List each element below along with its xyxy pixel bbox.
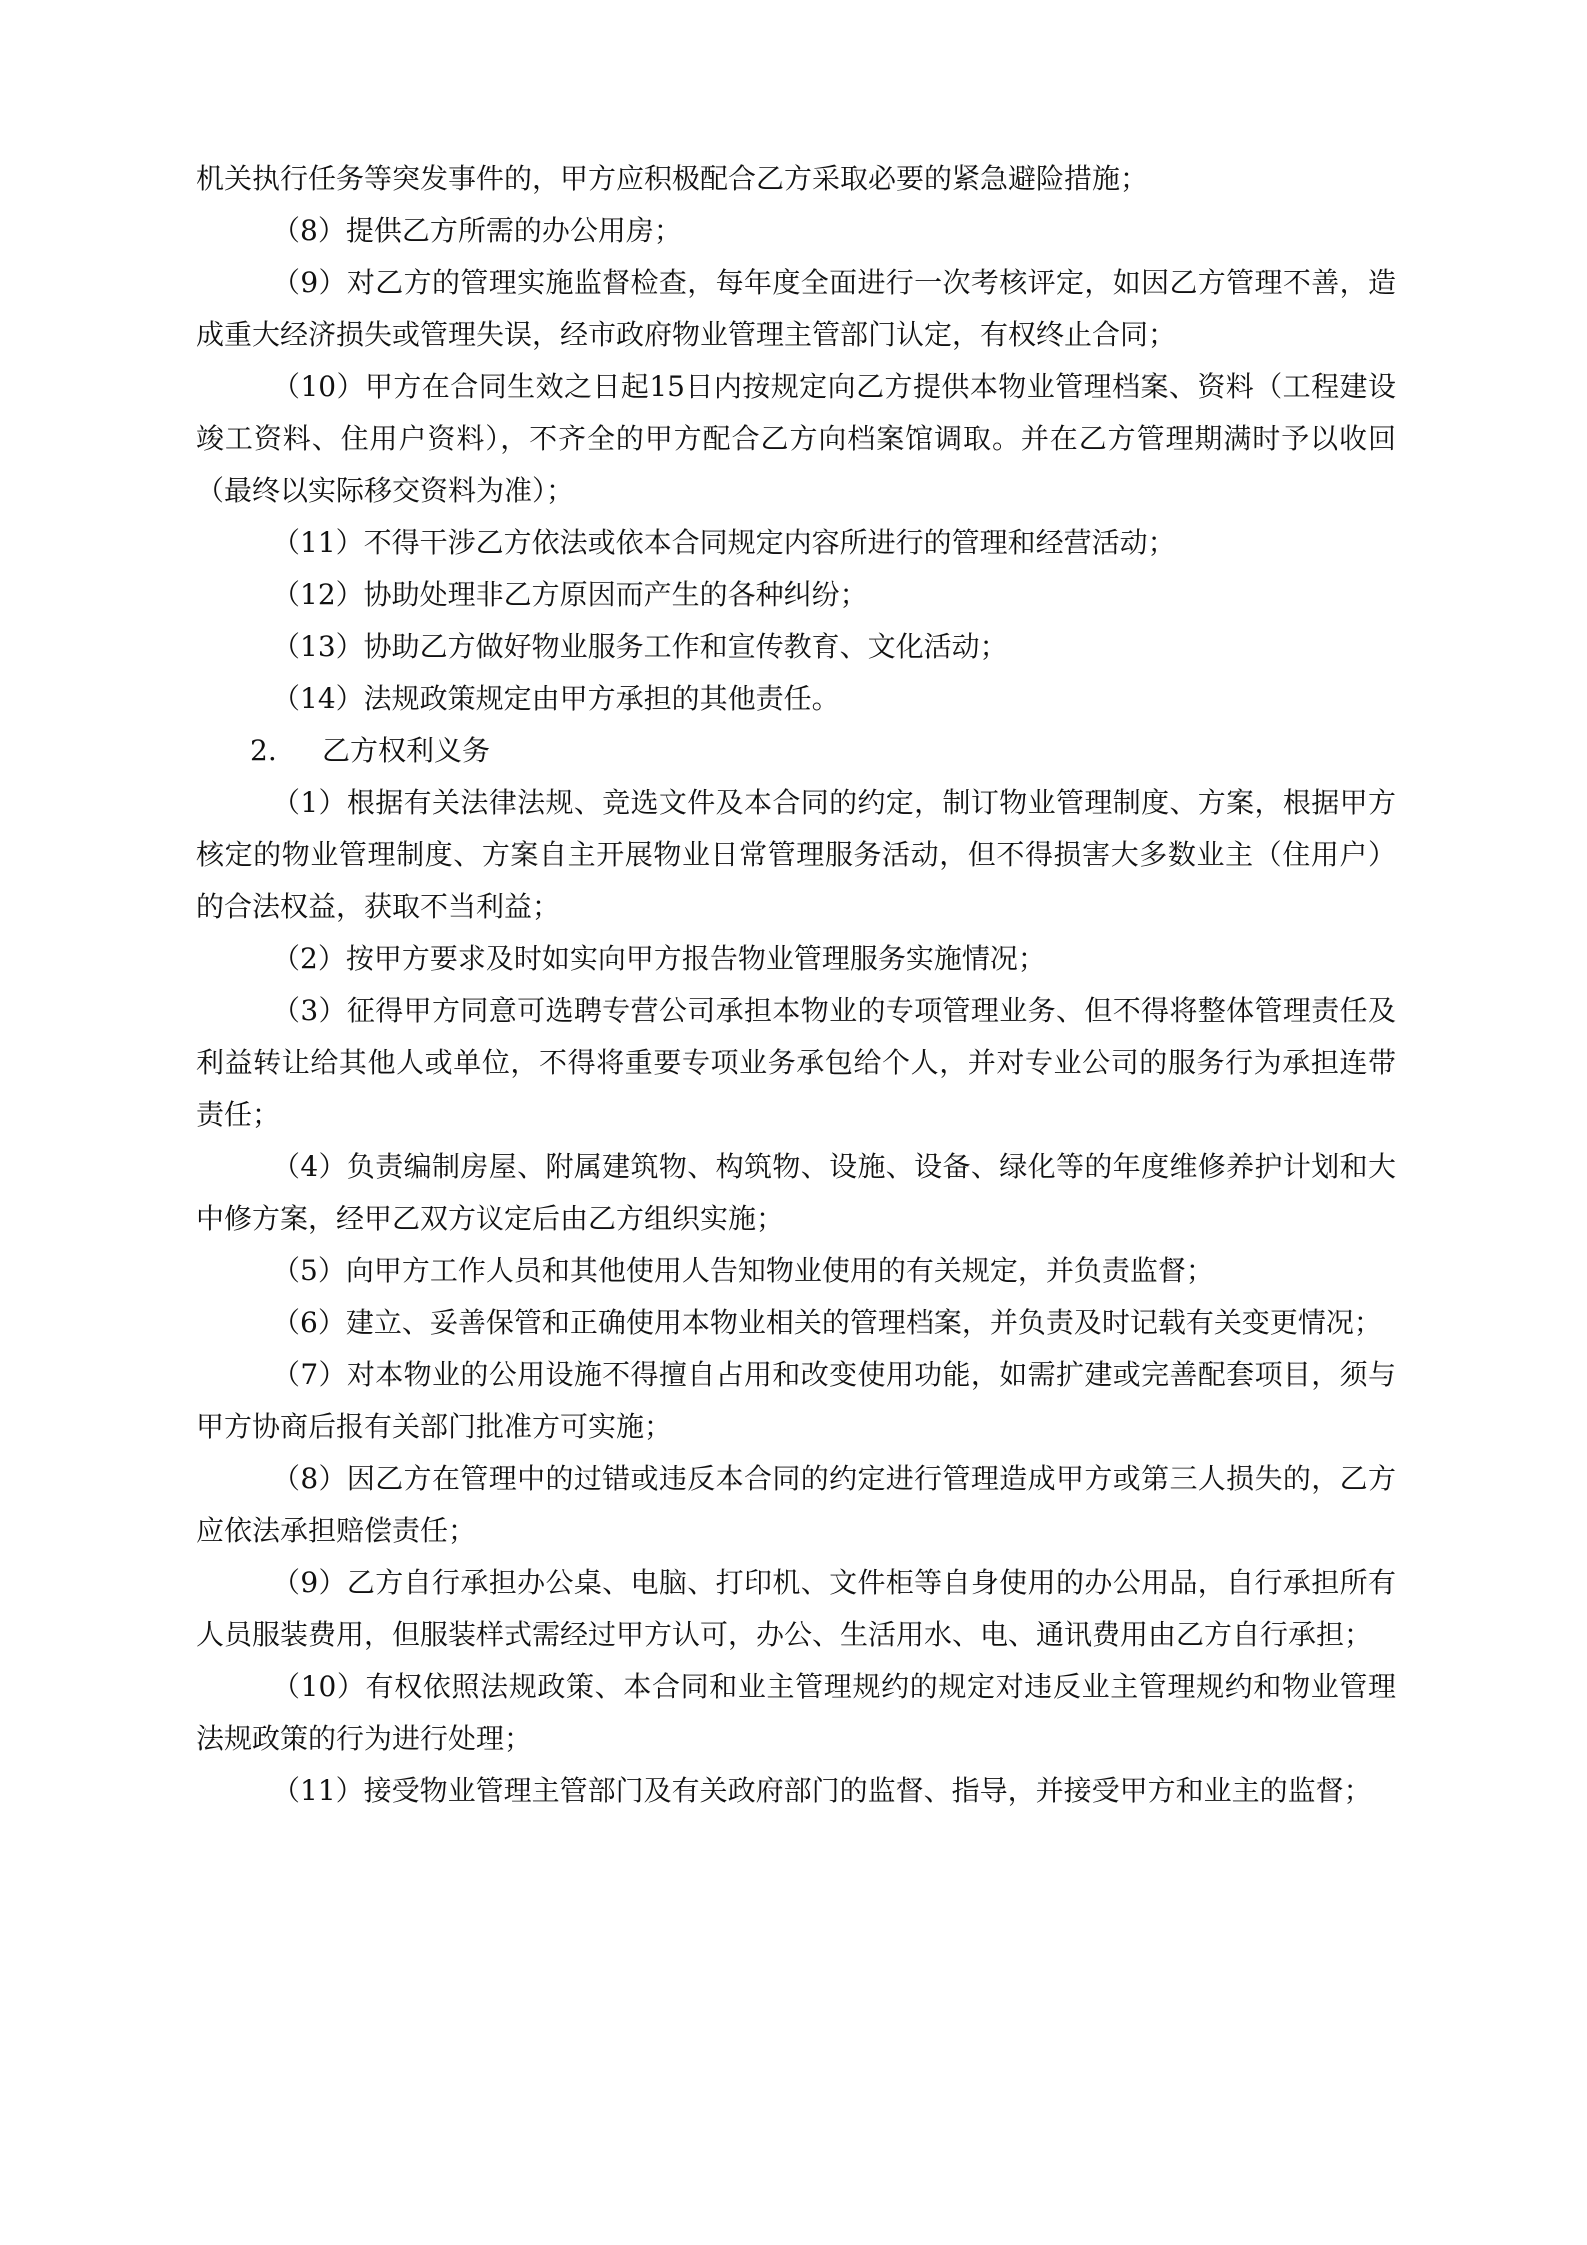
paragraph: （4）负责编制房屋、附属建筑物、构筑物、设施、设备、绿化等的年度维修养护计划和大中修方案，经甲乙双方议定后由乙方组织实施； (196, 1150, 1396, 1235)
paragraph: （5）向甲方工作人员和其他使用人告知物业使用的有关规定，并负责监督； (272, 1254, 1214, 1287)
section-number: 2. (250, 734, 277, 767)
paragraph: （12）协助处理非乙方原因而产生的各种纠纷； (272, 578, 868, 611)
paragraph: （3）征得甲方同意可选聘专营公司承担本物业的专项管理业务、但不得将整体管理责任及利益转让给其他人或单位，不得将重要专项业务承包给个人，并对专业公司的服务行为承担连带责任； (196, 994, 1396, 1131)
paragraph: （10）有权依照法规政策、本合同和业主管理规约的规定对违反业主管理规约和物业管理法规政策的行为进行处理； (196, 1670, 1396, 1755)
paragraph: （8）提供乙方所需的办公用房； (272, 214, 682, 247)
paragraph: （7）对本物业的公用设施不得擅自占用和改变使用功能，如需扩建或完善配套项目，须与甲方协商后报有关部门批准方可实施； (196, 1358, 1396, 1443)
section-heading (196, 725, 1396, 777)
paragraph: （10）甲方在合同生效之日起15日内按规定向乙方提供本物业管理档案、资料（工程建设竣工资料、住用户资料），不齐全的甲方配合乙方向档案馆调取。并在乙方管理期满时予以收回（最终以实际移交资料为准）； (196, 370, 1396, 507)
paragraph: （2）按甲方要求及时如实向甲方报告物业管理服务实施情况； (272, 942, 1046, 975)
paragraph: （1）根据有关法律法规、竞选文件及本合同的约定，制订物业管理制度、方案，根据甲方核定的物业管理制度、方案自主开展物业日常管理服务活动，但不得损害大多数业主（住用户）的合法权益，获取不当利益； (196, 786, 1396, 923)
paragraph: （6）建立、妥善保管和正确使用本物业相关的管理档案，并负责及时记载有关变更情况； (272, 1306, 1382, 1339)
paragraph: （11）不得干涉乙方依法或依本合同规定内容所进行的管理和经营活动； (272, 526, 1176, 559)
paragraph: （11）接受物业管理主管部门及有关政府部门的监督、指导，并接受甲方和业主的监督； (272, 1774, 1372, 1807)
paragraph: （9）乙方自行承担办公桌、电脑、打印机、文件柜等自身使用的办公用品，自行承担所有人员服装费用，但服装样式需经过甲方认可，办公、生活用水、电、通讯费用由乙方自行承担； (196, 1566, 1396, 1651)
document-body (196, 153, 1396, 1817)
paragraph: （13）协助乙方做好物业服务工作和宣传教育、文化活动； (272, 630, 1008, 663)
paragraph: （14）法规政策规定由甲方承担的其他责任。 (272, 682, 840, 715)
paragraph: （8）因乙方在管理中的过错或违反本合同的约定进行管理造成甲方或第三人损失的，乙方应依法承担赔偿责任； (196, 1462, 1396, 1547)
paragraph: 机关执行任务等突发事件的，甲方应积极配合乙方采取必要的紧急避险措施； (196, 162, 1149, 195)
section-title: 乙方权利义务 (322, 734, 491, 767)
paragraph: （9）对乙方的管理实施监督检查，每年度全面进行一次考核评定，如因乙方管理不善，造成重大经济损失或管理失误，经市政府物业管理主管部门认定，有权终止合同； (196, 266, 1396, 351)
